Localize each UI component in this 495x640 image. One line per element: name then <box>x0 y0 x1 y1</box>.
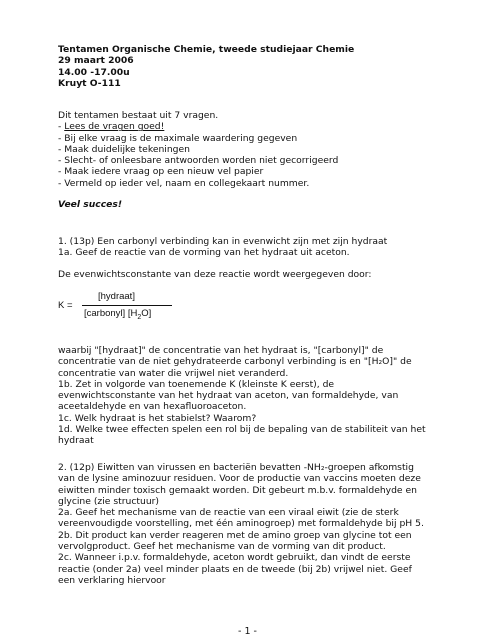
question-2a: 2a. Geef het mechanisme van de reactie van een viraal eiwit (zie de sterk <box>58 507 399 519</box>
formula-numerator: [hydraat] <box>98 291 135 302</box>
equilibrium-formula <box>58 291 258 331</box>
exam-room: Kruyt O-111 <box>58 77 121 89</box>
text-line: waarbij "[hydraat]" de concentratie van het hydraat is, "[carbonyl]" de <box>58 345 384 356</box>
question-2c: 2c. Wanneer i.p.v. formaldehyde, aceton wordt gebruikt, dan vindt de eerste <box>58 552 411 564</box>
question-1-heading: 1. (13p) Een carbonyl verbinding kan in evenwicht zijn met zijn hydraat <box>58 236 388 247</box>
text-line: concentratie van water die vrijwel niet veranderd. <box>58 367 289 379</box>
text-line: reactie (onder 2a) veel minder plaats en de tweede (bij 2b) vrijwel niet. Geef <box>58 563 412 575</box>
text-line: een verklaring hiervoor <box>58 574 166 586</box>
text-line: eiwitten minder toxisch gemaakt worden. Dit gebeurt m.b.v. formaldehyde en <box>58 484 417 496</box>
question-1-intro <box>58 236 445 259</box>
instruction-item: - Slecht- of onleesbare antwoorden worden niet gecorrigeerd <box>58 155 339 167</box>
emphasis-underlined: Lees de vragen goed! <box>64 121 165 133</box>
exam-date: 29 maart 2006 <box>58 55 134 67</box>
exam-title: Tentamen Organische Chemie, tweede studiejaar Chemie <box>58 44 355 55</box>
text-line: hydraat <box>58 435 94 447</box>
intro-line: Dit tentamen bestaat uit 7 vragen. <box>58 110 219 121</box>
instruction-item: - Maak duidelijke tekeningen <box>58 143 190 155</box>
question-1-body <box>58 345 445 447</box>
question-1c: 1c. Welk hydraat is het stabielst? Waarom? <box>58 412 257 424</box>
text-line: aceetaldehyde en van hexafluoroaceton. <box>58 401 247 413</box>
page-number: - 1 - <box>238 626 257 637</box>
text-line: vereenvoudigde voorstelling, met één aminogroep) met formaldehyde bij pH 5. <box>58 518 424 530</box>
text-line: concentratie van de niet gehydrateerde carbonyl verbinding is en "[H₂O]" de <box>58 356 412 368</box>
fraction-bar <box>82 305 172 306</box>
instruction-item: - Vermeld op ieder vel, naam en collegekaart nummer. <box>58 177 310 189</box>
question-1b: 1b. Zet in volgorde van toenemende K (kleinste K eerst), de <box>58 378 335 390</box>
question-1d: 1d. Welke twee effecten spelen een rol bij de bepaling van de stabiliteit van het <box>58 424 426 436</box>
formula-k: K = <box>58 300 73 311</box>
text-line: glycine (zie structuur) <box>58 495 160 507</box>
formula-denominator: [carbonyl] $[H_2O]$ <box>84 308 152 321</box>
question-2b: 2b. Dit product kan verder reageren met de amino groep van glycine tot een <box>58 529 412 541</box>
instruction-item: - Bij elke vraag is de maximale waardering gegeven <box>58 132 298 144</box>
exam-time: 14.00 -17.00u <box>58 66 130 78</box>
text-line: vervolgproduct. Geef het mechanisme van de vorming van dit product. <box>58 541 386 553</box>
question-2-body <box>58 462 445 586</box>
exam-header <box>58 44 445 89</box>
question-1a: 1a. Geef de reactie van de vorming van het hydraat uit aceton. <box>58 247 350 259</box>
question-2-heading: 2. (12p) Eiwitten van virussen en bacteriën bevatten -NH₂-groepen afkomstig <box>58 462 414 473</box>
text-line: evenwichtsconstante van het hydraat van aceton, van formaldehyde, van <box>58 390 399 402</box>
text-line: van de lysine aminozuur residuen. Voor de productie van vaccins moeten deze <box>58 473 421 485</box>
instruction-item: - Lees de vragen goed! <box>58 121 165 133</box>
good-luck-text: Veel succes! <box>58 199 123 210</box>
instruction-item: - Maak iedere vraag op een nieuw vel papier <box>58 166 264 178</box>
formula-intro: De evenwichtsconstante van deze reactie wordt weergegeven door: <box>58 269 372 280</box>
instructions <box>58 110 445 189</box>
